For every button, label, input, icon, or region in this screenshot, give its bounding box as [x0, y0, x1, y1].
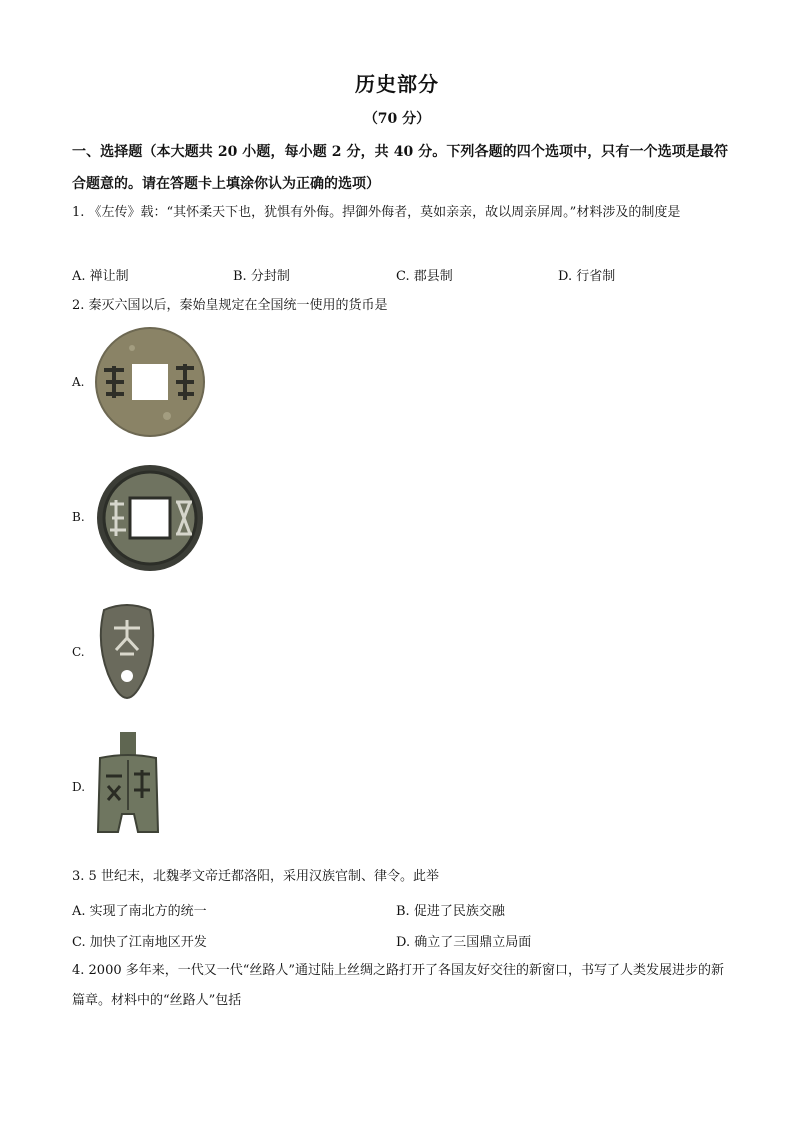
question-1-option-b[interactable]: B. 分封制	[233, 269, 290, 284]
page-title: 历史部分	[355, 72, 439, 96]
score-label: （70 分）	[363, 111, 431, 127]
question-3-option-b[interactable]: B. 促进了民族交融	[396, 904, 505, 919]
question-2-option-d[interactable]: D.	[72, 780, 86, 794]
banliang-coin-icon	[92, 326, 208, 438]
question-2-stem: 2. 秦灭六国以后，秦始皇规定在全国统一使用的货币是	[72, 298, 388, 313]
question-2-option-a[interactable]: A.	[72, 375, 85, 389]
question-2-option-c[interactable]: C.	[72, 645, 85, 659]
question-1-option-c[interactable]: C. 郡县制	[396, 269, 453, 284]
question-3-option-a[interactable]: A. 实现了南北方的统一	[72, 904, 207, 919]
question-4-stem: 4. 2000 多年来，一代又一代“丝路人”通过陆上丝绸之路打开了各国友好交往的新窗口，书写了人类发展进步的新篇章。材料中的“丝路人”包括	[72, 963, 725, 1008]
question-1-option-d[interactable]: D. 行省制	[558, 269, 616, 284]
wuzhu-coin-icon	[94, 464, 206, 572]
question-3-option-c[interactable]: C. 加快了江南地区开发	[72, 935, 207, 950]
question-2-option-b[interactable]: B.	[72, 510, 85, 524]
question-1-stem: 1. 《左传》载：“其怀柔天下也，犹惧有外侮。捍御外侮者，莫如亲亲，故以周亲屏周。”材料涉及的制度是	[72, 205, 681, 220]
question-3-stem: 3. 5 世纪末，北魏孝文帝迁都洛阳，采用汉族官制、律令。此举	[72, 869, 439, 884]
antnose-coin-icon	[96, 602, 158, 700]
spade-coin-icon	[94, 730, 162, 834]
question-3-option-d[interactable]: D. 确立了三国鼎立局面	[396, 935, 532, 950]
section-header: 一、选择题（本大题共 20 小题，每小题 2 分，共 40 分。下列各题的四个选项中，只有一个选项是最符合题意的。请在答题卡上填涂你认为正确的选项）	[72, 144, 728, 192]
question-1-option-a[interactable]: A. 禅让制	[72, 269, 129, 284]
